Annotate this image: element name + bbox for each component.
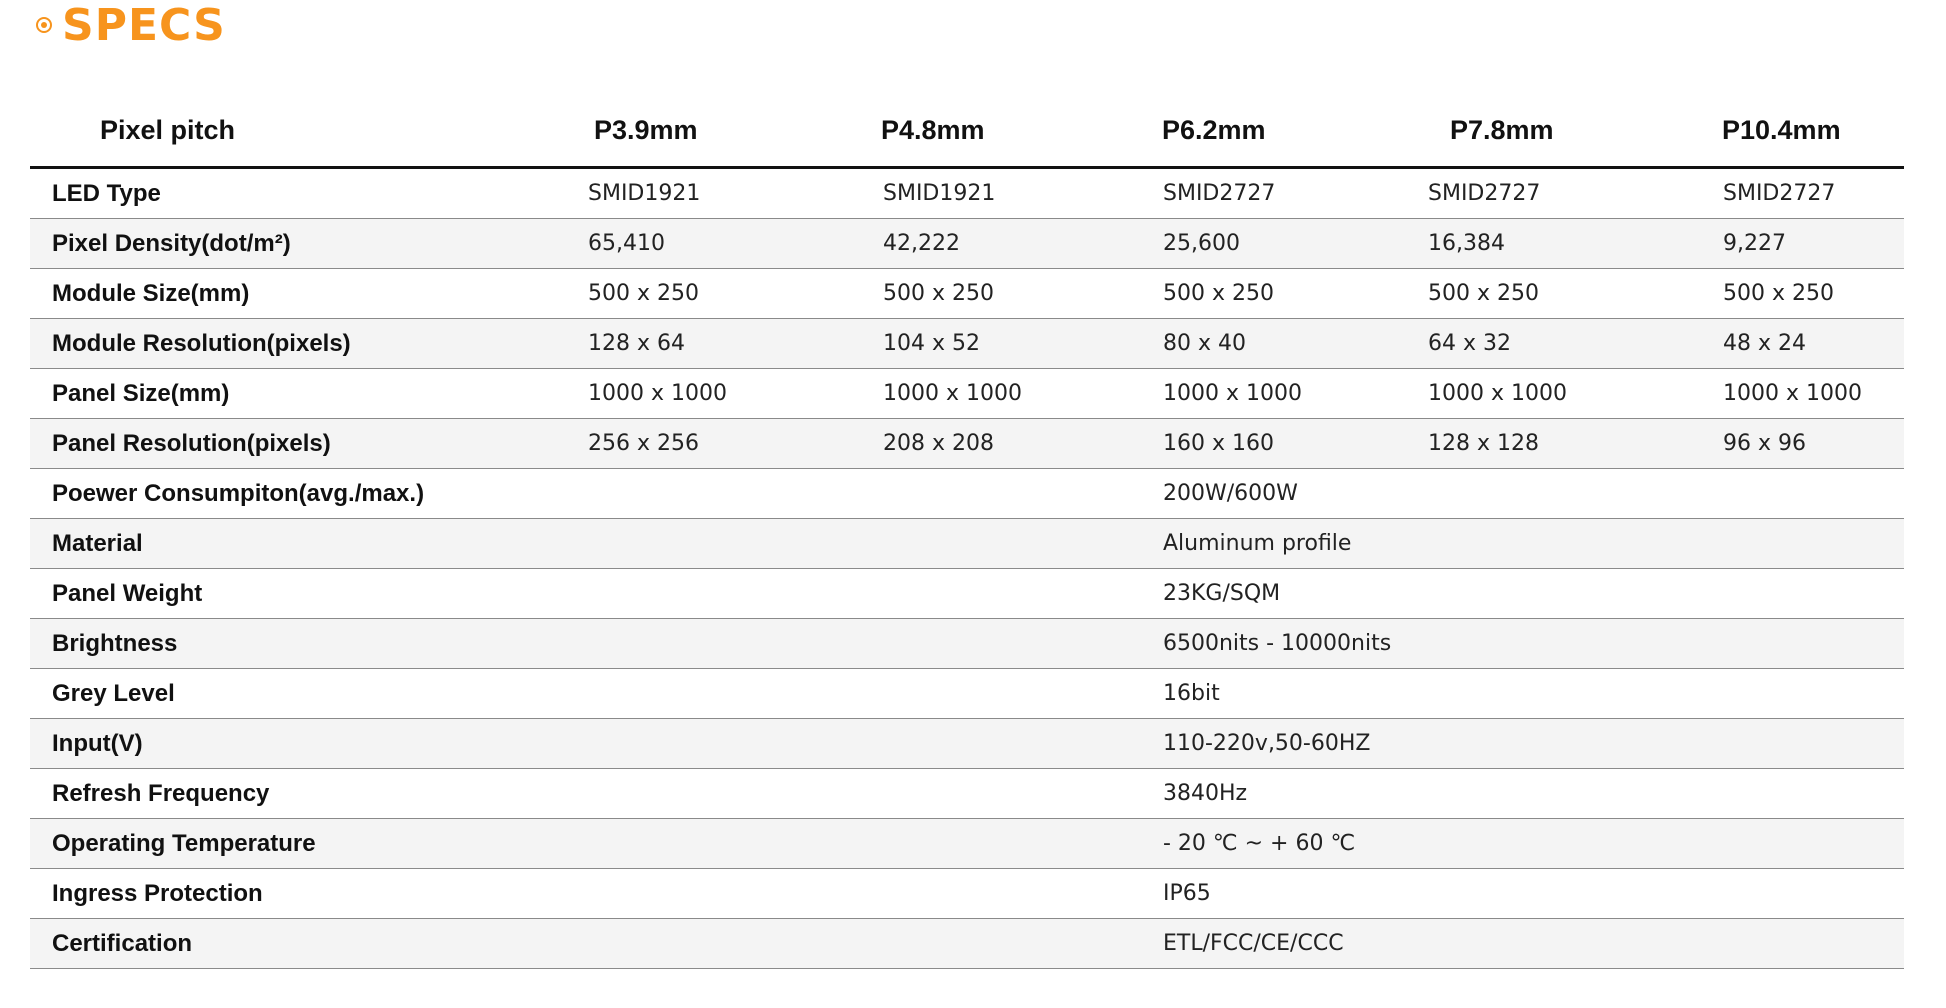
row-label: Brightness bbox=[52, 630, 178, 657]
table-cell: 104 x 52 bbox=[883, 331, 980, 356]
table-row bbox=[30, 169, 1904, 219]
row-label: Refresh Frequency bbox=[52, 780, 270, 807]
table-cell: 16bit bbox=[1163, 681, 1220, 706]
header-cell: P7.8mm bbox=[1450, 115, 1554, 145]
table-row bbox=[30, 919, 1904, 969]
table-cell: 110-220v,50-60HZ bbox=[1163, 731, 1371, 756]
table-cell: 500 x 250 bbox=[588, 281, 699, 306]
table-row bbox=[30, 369, 1904, 419]
table-cell: 16,384 bbox=[1428, 231, 1505, 256]
table-cell: SMID2727 bbox=[1428, 181, 1541, 206]
table-cell: 96 x 96 bbox=[1723, 431, 1806, 456]
table-cell: 128 x 64 bbox=[588, 331, 685, 356]
table-cell: 1000 x 1000 bbox=[1428, 381, 1567, 406]
table-cell: ETL/FCC/CE/CCC bbox=[1163, 931, 1344, 956]
table-row bbox=[30, 619, 1904, 669]
header-cell: P6.2mm bbox=[1162, 115, 1266, 145]
table-cell: 128 x 128 bbox=[1428, 431, 1539, 456]
table-cell: 1000 x 1000 bbox=[1723, 381, 1862, 406]
row-label: Pixel Density(dot/m²) bbox=[52, 230, 291, 257]
row-label: LED Type bbox=[52, 180, 161, 207]
table-cell: 160 x 160 bbox=[1163, 431, 1274, 456]
table-cell: SMID1921 bbox=[588, 181, 701, 206]
table-row bbox=[30, 469, 1904, 519]
header-cell: Pixel pitch bbox=[100, 115, 236, 145]
table-row bbox=[30, 719, 1904, 769]
specs-table bbox=[30, 94, 1904, 969]
table-row bbox=[30, 319, 1904, 369]
row-label: Module Resolution(pixels) bbox=[52, 330, 351, 357]
table-cell: IP65 bbox=[1163, 881, 1211, 906]
table-row bbox=[30, 269, 1904, 319]
table-cell: 64 x 32 bbox=[1428, 331, 1511, 356]
row-label: Material bbox=[52, 530, 143, 557]
row-label: Operating Temperature bbox=[52, 830, 316, 857]
section-header bbox=[36, 0, 226, 50]
header-cell: P4.8mm bbox=[881, 115, 985, 145]
table-cell: 200W/600W bbox=[1163, 481, 1298, 506]
table-cell: 6500nits - 10000nits bbox=[1163, 631, 1392, 656]
row-label: Poewer Consumpiton(avg./max.) bbox=[52, 480, 425, 507]
table-cell: 3840Hz bbox=[1163, 781, 1248, 806]
row-label: Module Size(mm) bbox=[52, 280, 250, 307]
table-cell: SMID2727 bbox=[1163, 181, 1276, 206]
table-cell: 9,227 bbox=[1723, 231, 1786, 256]
table-row bbox=[30, 419, 1904, 469]
row-label: Grey Level bbox=[52, 680, 175, 707]
table-cell: 500 x 250 bbox=[1723, 281, 1834, 306]
bullet-circle-icon bbox=[36, 17, 52, 33]
table-row bbox=[30, 819, 1904, 869]
table-cell: 1000 x 1000 bbox=[588, 381, 727, 406]
table-cell: - 20 ℃ ~ + 60 ℃ bbox=[1163, 831, 1356, 856]
table-cell: SMID1921 bbox=[883, 181, 996, 206]
row-label: Panel Weight bbox=[52, 580, 203, 607]
table-cell: 65,410 bbox=[588, 231, 665, 256]
table-row bbox=[30, 869, 1904, 919]
page-title: SPECS bbox=[62, 0, 226, 51]
table-cell: Aluminum profile bbox=[1163, 531, 1352, 556]
table-row bbox=[30, 669, 1904, 719]
table-cell: 208 x 208 bbox=[883, 431, 994, 456]
table-row bbox=[30, 219, 1904, 269]
table-row bbox=[30, 769, 1904, 819]
table-cell: 42,222 bbox=[883, 231, 960, 256]
table-cell: 48 x 24 bbox=[1723, 331, 1806, 356]
table-cell: 80 x 40 bbox=[1163, 331, 1246, 356]
row-label: Certification bbox=[52, 930, 193, 957]
header-cell: P10.4mm bbox=[1722, 115, 1841, 145]
table-row bbox=[30, 569, 1904, 619]
table-cell: 500 x 250 bbox=[1163, 281, 1274, 306]
header-cell: P3.9mm bbox=[594, 115, 698, 145]
row-label: Panel Resolution(pixels) bbox=[52, 430, 331, 457]
table-cell: 25,600 bbox=[1163, 231, 1240, 256]
table-row bbox=[30, 519, 1904, 569]
table-cell: 1000 x 1000 bbox=[883, 381, 1022, 406]
row-label: Input(V) bbox=[52, 730, 143, 757]
table-cell: SMID2727 bbox=[1723, 181, 1836, 206]
table-cell: 256 x 256 bbox=[588, 431, 699, 456]
table-cell: 1000 x 1000 bbox=[1163, 381, 1302, 406]
row-label: Panel Size(mm) bbox=[52, 380, 230, 407]
table-header-row bbox=[30, 94, 1904, 169]
table-cell: 500 x 250 bbox=[883, 281, 994, 306]
table-cell: 23KG/SQM bbox=[1163, 581, 1281, 606]
row-label: Ingress Protection bbox=[52, 880, 263, 907]
table-cell: 500 x 250 bbox=[1428, 281, 1539, 306]
